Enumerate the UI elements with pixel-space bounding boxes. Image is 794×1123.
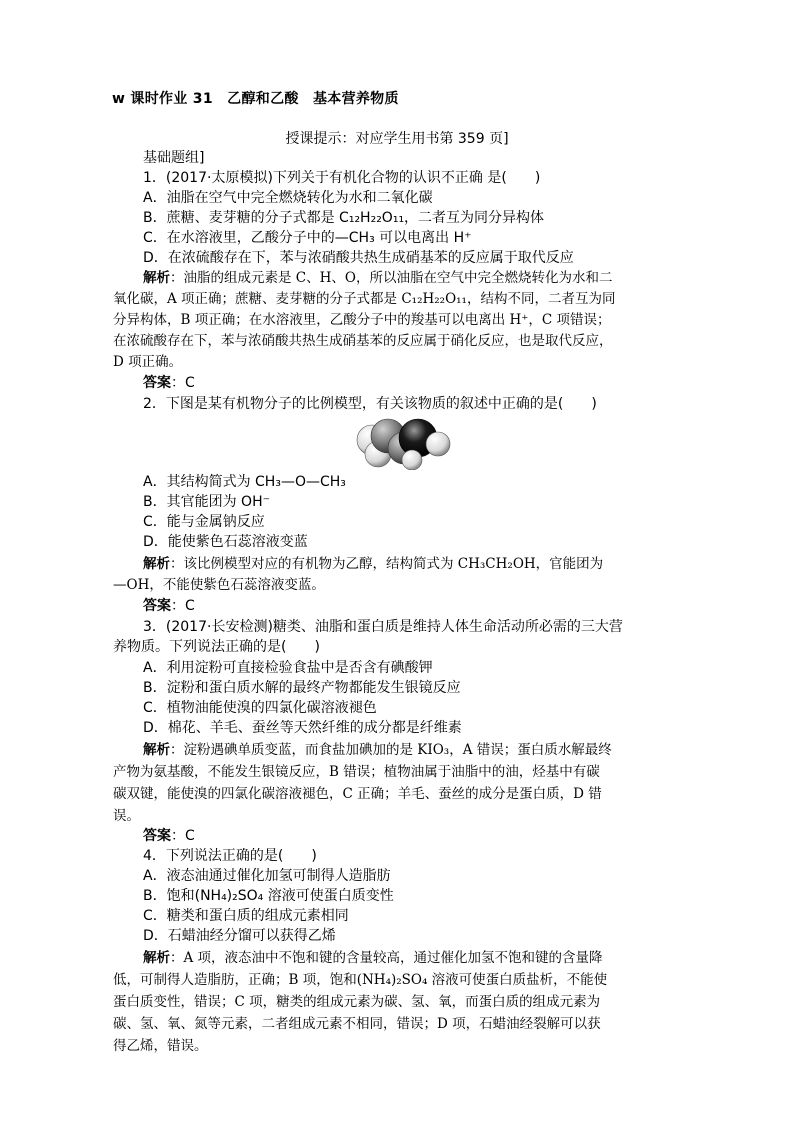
- q1-option-b: B．蔗糖、麦芽糖的分子式都是 C₁₂H₂₂O₁₁，二者互为同分异构体: [143, 210, 545, 226]
- answer-label: 答案: [143, 828, 171, 844]
- q2-option-d: D．能使紫色石蕊溶液变蓝: [143, 534, 308, 550]
- q1-analysis-2: 氧化碳，A 项正确；蔗糖、麦芽糖的分子式都是 C₁₂H₂₂O₁₁，结构不同，二者互为同: [113, 291, 616, 307]
- analysis-label: 解析: [143, 270, 170, 286]
- q4-analysis-5: 得乙烯，错误。: [113, 1038, 208, 1054]
- q4-option-b: B．饱和(NH₄)₂SO₄ 溶液可使蛋白质变性: [143, 888, 394, 904]
- q1-analysis-1: 解析：油脂的组成元素是 C、H、O，所以油脂在空气中完全燃烧转化为水和二: [143, 270, 613, 286]
- q4-option-a: A．液态油通过催化加氢可制得人造脂肪: [143, 868, 391, 884]
- q4-stem: 4．下列说法正确的是( ): [143, 848, 317, 864]
- analysis-label: 解析: [143, 742, 170, 758]
- page-hint: 授课提示：对应学生用书第 359 页]: [285, 131, 509, 147]
- q2-option-c: C．能与金属钠反应: [143, 514, 265, 530]
- q3-analysis-4: 误。: [113, 808, 140, 824]
- q2-analysis-2: —OH，不能使紫色石蕊溶液变蓝。: [113, 577, 325, 593]
- q1-option-d: D．在浓硫酸存在下，苯与浓硝酸共热生成硝基苯的反应属于取代反应: [143, 250, 574, 266]
- q3-stem-1: 3．(2017·长安检测)糖类、油脂和蛋白质是维持人体生命活动所必需的三大营: [143, 619, 623, 635]
- q1-option-c: C．在水溶液里，乙酸分子中的—CH₃ 可以电离出 H⁺: [143, 230, 472, 246]
- q1-analysis-3: 分异构体，B 项正确；在水溶液里，乙酸分子中的羧基可以电离出 H⁺，C 项错误；: [113, 312, 611, 328]
- q4-analysis-4: 碳、氢、氧、氮等元素，二者组成元素不相同，错误；D 项，石蜡油经裂解可以获: [113, 1016, 601, 1032]
- q4-analysis-1: 解析：A 项，液态油中不饱和键的含量较高，通过催化加氢不饱和键的含量降: [143, 950, 603, 966]
- q3-option-c: C．植物油能使溴的四氯化碳溶液褪色: [143, 700, 377, 716]
- section-heading: 基础题组]: [143, 150, 205, 166]
- q2-option-a: A．其结构简式为 CH₃—O—CH₃: [143, 474, 346, 490]
- q2-stem: 2．下图是某有机物分子的比例模型，有关该物质的叙述中正确的是( ): [143, 396, 597, 412]
- q4-analysis-2: 低，可制得人造脂肪，正确；B 项，饱和(NH₄)₂SO₄ 溶液可使蛋白质盐析，不能使: [113, 972, 608, 988]
- q3-option-b: B．淀粉和蛋白质水解的最终产物都能发生银镜反应: [143, 680, 461, 696]
- q1-stem: 1．(2017·太原模拟)下列关于有机化合物的认识不正确 是( ): [143, 170, 541, 186]
- q3-analysis-2: 产物为氨基酸，不能发生银镜反应，B 错误；植物油属于油脂中的油，烃基中有碳: [113, 764, 600, 780]
- q3-option-a: A．利用淀粉可直接检验食盐中是否含有碘酸钾: [143, 660, 433, 676]
- q3-stem-2: 养物质。下列说法正确的是( ): [113, 639, 320, 655]
- q1-option-a: A．油脂在空气中完全燃烧转化为水和二氧化碳: [143, 190, 433, 206]
- ethanol-space-filling-model: [352, 414, 456, 470]
- answer-label: 答案: [143, 598, 171, 614]
- analysis-label: 解析: [143, 556, 170, 572]
- q2-answer: 答案：C: [143, 598, 195, 614]
- q3-answer: 答案：C: [143, 828, 195, 844]
- q1-answer: 答案：C: [143, 375, 195, 391]
- analysis-label: 解析: [143, 950, 170, 966]
- q4-analysis-3: 蛋白质变性，错误；C 项，糖类的组成元素为碳、氢、氧，而蛋白质的组成元素为: [113, 994, 601, 1010]
- q1-analysis-5: D 项正确。: [113, 354, 183, 370]
- q4-option-c: C．糖类和蛋白质的组成元素相同: [143, 908, 349, 924]
- answer-label: 答案: [143, 375, 171, 391]
- q4-option-d: D．石蜡油经分馏可以获得乙烯: [143, 928, 336, 944]
- q1-analysis-4: 在浓硫酸存在下，苯与浓硝酸共热生成硝基苯的反应属于硝化反应，也是取代反应，: [113, 333, 613, 349]
- q3-analysis-1: 解析：淀粉遇碘单质变蓝，而食盐加碘加的是 KIO₃，A 错误；蛋白质水解最终: [143, 742, 612, 758]
- q2-analysis-1: 解析：该比例模型对应的有机物为乙醇，结构简式为 CH₃CH₂OH，官能团为: [143, 556, 604, 572]
- q3-analysis-3: 碳双键，能使溴的四氯化碳溶液褪色，C 正确；羊毛、蚕丝的成分是蛋白质，D 错: [113, 786, 602, 802]
- page-title: w 课时作业 31 乙醇和乙酸 基本营养物质: [112, 91, 399, 107]
- q3-option-d: D．棉花、羊毛、蚕丝等天然纤维的成分都是纤维素: [143, 720, 462, 736]
- q2-option-b: B．其官能团为 OH⁻: [143, 494, 270, 510]
